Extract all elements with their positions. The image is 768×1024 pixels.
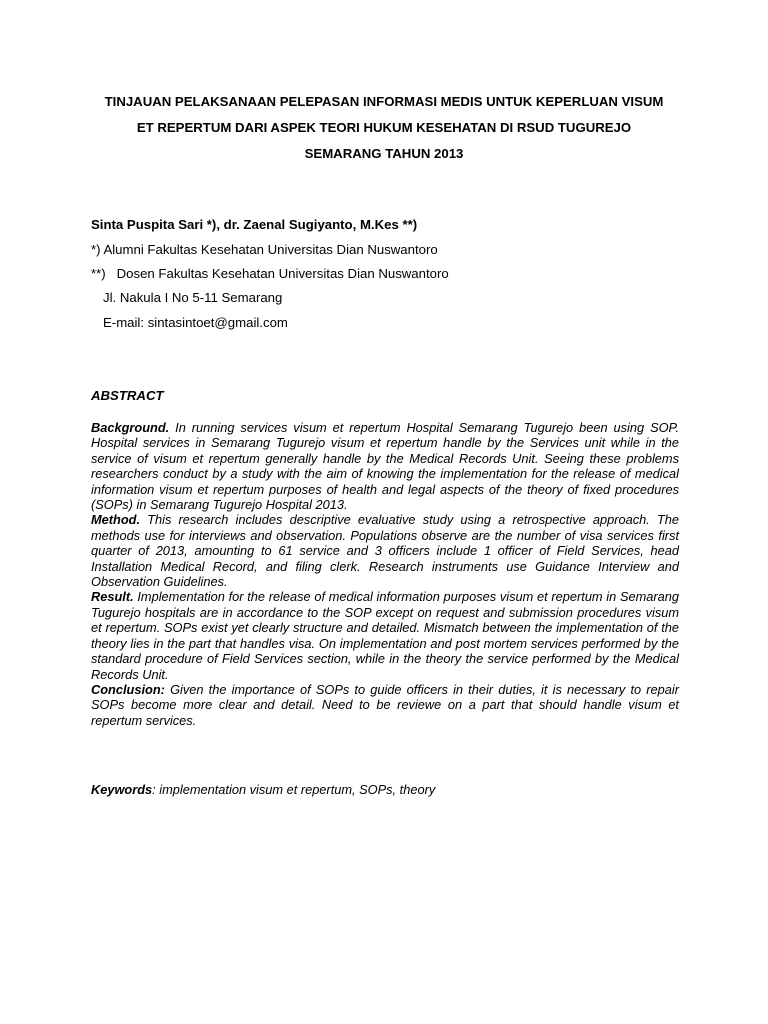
email-line: E-mail: sintasintoet@gmail.com <box>103 315 288 330</box>
abstract-result <box>91 589 679 681</box>
abstract-method <box>91 512 679 589</box>
result-text: Implementation for the release of medical information purposes visum et repertum in Semarang Tugurejo hospitals are in accordance to the SOP except on request and submission procedures visum et repertum. SOPs exist yet clearly structure and detailed. Mismatch between the implementation of the theory lies in the part that handles visa. On implementation and post mortem services performed by the standard procedure of Field Services section, while in the theory the service performed by the Medical Records Unit. <box>91 589 679 682</box>
address-line: Jl. Nakula I No 5-11 Semarang <box>103 290 283 305</box>
keywords-line <box>91 782 435 797</box>
affiliation-lecturer: **) Dosen Fakultas Kesehatan Universitas Dian Nuswantoro <box>91 266 449 281</box>
method-label: Method. <box>91 512 141 528</box>
title-line-1: TINJAUAN PELAKSANAAN PELEPASAN INFORMASI MEDIS UNTUK KEPERLUAN VISUM <box>104 94 664 109</box>
author-list: Sinta Puspita Sari *), dr. Zaenal Sugiyanto, M.Kes **) <box>91 217 418 232</box>
abstract-heading: ABSTRACT <box>91 388 164 403</box>
abstract-body <box>91 420 679 728</box>
result-label: Result. <box>91 589 134 605</box>
background-label: Background. <box>91 420 170 435</box>
conclusion-text: Given the importance of SOPs to guide officers in their duties, it is necessary to repair SOPs become more clear and detail. Need to be reviewe on a part that should handle visum et repertum services. <box>91 681 679 728</box>
title-line-3: SEMARANG TAHUN 2013 <box>304 146 464 161</box>
method-text: This research includes descriptive evaluative study using a retrospective approach. The methods use for interviews and observation. Populations observe are the number of visa services first quarter of 2013, amounting to 61 service and 3 officers include 1 officer of Field Services, head Installation Medical Record, and filing clerk. Research instruments use Guidance Interview and Observation Guidelines. <box>91 512 679 590</box>
title-line-2: ET REPERTUM DARI ASPEK TEORI HUKUM KESEHATAN DI RSUD TUGUREJO <box>136 120 632 135</box>
paper-title <box>80 89 688 167</box>
keywords-label: Keywords <box>91 782 153 797</box>
abstract-background <box>91 420 679 512</box>
abstract-conclusion <box>91 682 679 728</box>
conclusion-label: Conclusion: <box>91 681 165 697</box>
background-text: In running services visum et repertum Hospital Semarang Tugurejo been using SOP. Hospital services in Semarang Tugurejo visum et repertum handle by the Services unit while in the service of visum et repertum generally handle by the Medical Records Unit. Seeing these problems researchers conduct by a study with the aim of knowing the implementation for the release of medical information visum et repertum purposes of health and legal aspects of the theory of fixed procedures (SOPs) in Semarang Tugurejo Hospital 2013. <box>91 420 679 513</box>
keywords-text: : implementation visum et repertum, SOPs, theory <box>152 782 436 797</box>
affiliation-alumni: *) Alumni Fakultas Kesehatan Universitas Dian Nuswantoro <box>91 242 438 257</box>
